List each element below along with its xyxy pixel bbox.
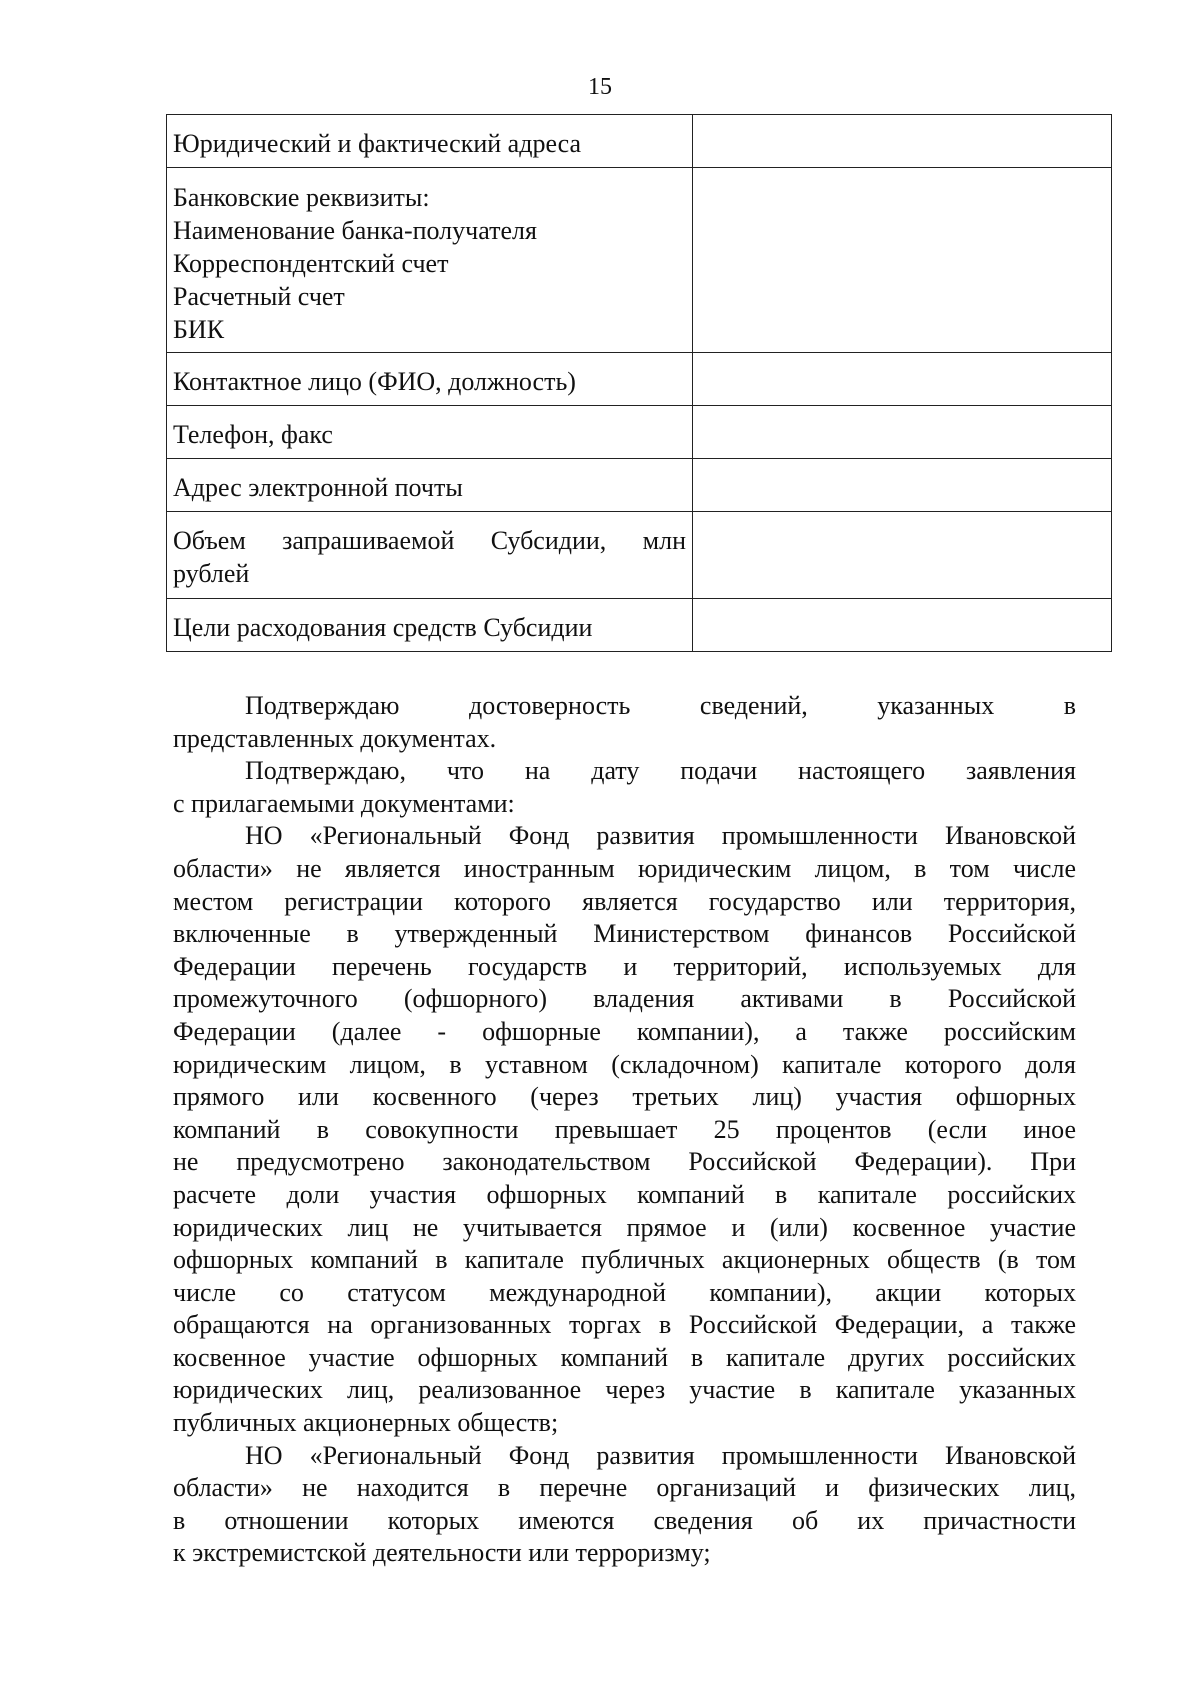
- row-label-line: рублей: [173, 559, 250, 588]
- body-text: [173, 690, 1076, 1570]
- paragraph: [173, 820, 1076, 1439]
- row-value: [693, 512, 1112, 599]
- paragraph-line: НО «Региональный Фонд развития промышленности Ивановской: [245, 821, 1076, 851]
- table-row: [167, 459, 1112, 512]
- paragraph-line: области» не является иностранным юридическим лицом, в том числе: [173, 853, 1076, 883]
- paragraph-line: Федерации перечень государств и территорий, используемых для: [173, 951, 1076, 981]
- row-label: [167, 406, 693, 459]
- paragraph-line: компаний в совокупности превышает 25 процентов (если иное: [173, 1114, 1076, 1144]
- row-value: [693, 406, 1112, 459]
- row-label-line: БИК: [173, 315, 225, 344]
- row-label-line: Объем запрашиваемой Субсидии, млн: [173, 526, 686, 555]
- row-label-line: Цели расходования средств Субсидии: [173, 613, 593, 642]
- row-value: [693, 353, 1112, 406]
- row-label-line: Телефон, факс: [173, 420, 333, 449]
- paragraph-line: местом регистрации которого является государство или территория,: [173, 886, 1076, 916]
- paragraph-line: НО «Региональный Фонд развития промышленности Ивановской: [245, 1440, 1076, 1470]
- paragraph-line: включенные в утвержденный Министерством финансов Российской: [173, 919, 1076, 949]
- row-label-line: Корреспондентский счет: [173, 249, 449, 278]
- page-number: 15: [588, 74, 612, 100]
- paragraph-line: публичных акционерных обществ;: [173, 1408, 559, 1438]
- table-row: [167, 115, 1112, 168]
- row-label: [167, 353, 693, 406]
- table-row: [167, 353, 1112, 406]
- paragraph-line: расчете доли участия офшорных компаний в капитале российских: [173, 1179, 1076, 1209]
- paragraph-line: косвенное участие офшорных компаний в капитале других российских: [173, 1342, 1076, 1372]
- row-label-line: Расчетный счет: [173, 282, 345, 311]
- paragraph-line: промежуточного (офшорного) владения активами в Российской: [173, 984, 1076, 1014]
- row-value: [693, 459, 1112, 512]
- row-value: [693, 115, 1112, 168]
- paragraph: [173, 1440, 1076, 1570]
- paragraph-line: к экстремистской деятельности или терроризму;: [173, 1538, 711, 1568]
- paragraph-line: числе со статусом международной компании), акции которых: [173, 1277, 1076, 1307]
- paragraph: [173, 755, 1076, 820]
- table-row: [167, 168, 1112, 353]
- row-label-line: Контактное лицо (ФИО, должность): [173, 367, 576, 396]
- row-label: [167, 599, 693, 652]
- table-row: [167, 599, 1112, 652]
- row-label: [167, 115, 693, 168]
- paragraph-line: юридическим лицом, в уставном (складочном) капитале которого доля: [173, 1049, 1076, 1079]
- row-label-line: Банковские реквизиты:: [173, 183, 430, 212]
- row-label-line: Юридический и фактический адреса: [173, 129, 582, 158]
- applicant-details-table: [166, 114, 1112, 652]
- table-row: [167, 406, 1112, 459]
- table-row: [167, 512, 1112, 599]
- paragraph-line: области» не находится в перечне организаций и физических лиц,: [173, 1473, 1076, 1503]
- paragraph-line: юридических лиц не учитывается прямое и (или) косвенное участие: [173, 1212, 1076, 1242]
- row-label-line: Наименование банка-получателя: [173, 216, 537, 245]
- row-label: [167, 512, 693, 599]
- paragraph-line: представленных документах.: [173, 723, 497, 753]
- paragraph: [173, 690, 1076, 755]
- row-value: [693, 599, 1112, 652]
- row-label: [167, 168, 693, 353]
- paragraph-line: в отношении которых имеются сведения об их причастности: [173, 1505, 1076, 1535]
- paragraph-line: юридических лиц, реализованное через участие в капитале указанных: [173, 1375, 1076, 1405]
- row-label: [167, 459, 693, 512]
- paragraph-line: Подтверждаю достоверность сведений, указанных в: [245, 691, 1076, 720]
- paragraph-line: офшорных компаний в капитале публичных акционерных обществ (в том: [173, 1245, 1076, 1275]
- paragraph-line: Подтверждаю, что на дату подачи настоящего заявления: [245, 756, 1076, 786]
- paragraph-line: Федерации (далее - офшорные компании), а также российским: [173, 1016, 1076, 1046]
- paragraph-line: с прилагаемыми документами:: [173, 788, 515, 818]
- row-value: [693, 168, 1112, 353]
- paragraph-line: не предусмотрено законодательством Российской Федерации). При: [173, 1147, 1076, 1177]
- paragraph-line: прямого или косвенного (через третьих лиц) участия офшорных: [173, 1082, 1076, 1112]
- row-label-line: Адрес электронной почты: [173, 473, 463, 502]
- paragraph-line: обращаются на организованных торгах в Российской Федерации, а также: [173, 1310, 1076, 1340]
